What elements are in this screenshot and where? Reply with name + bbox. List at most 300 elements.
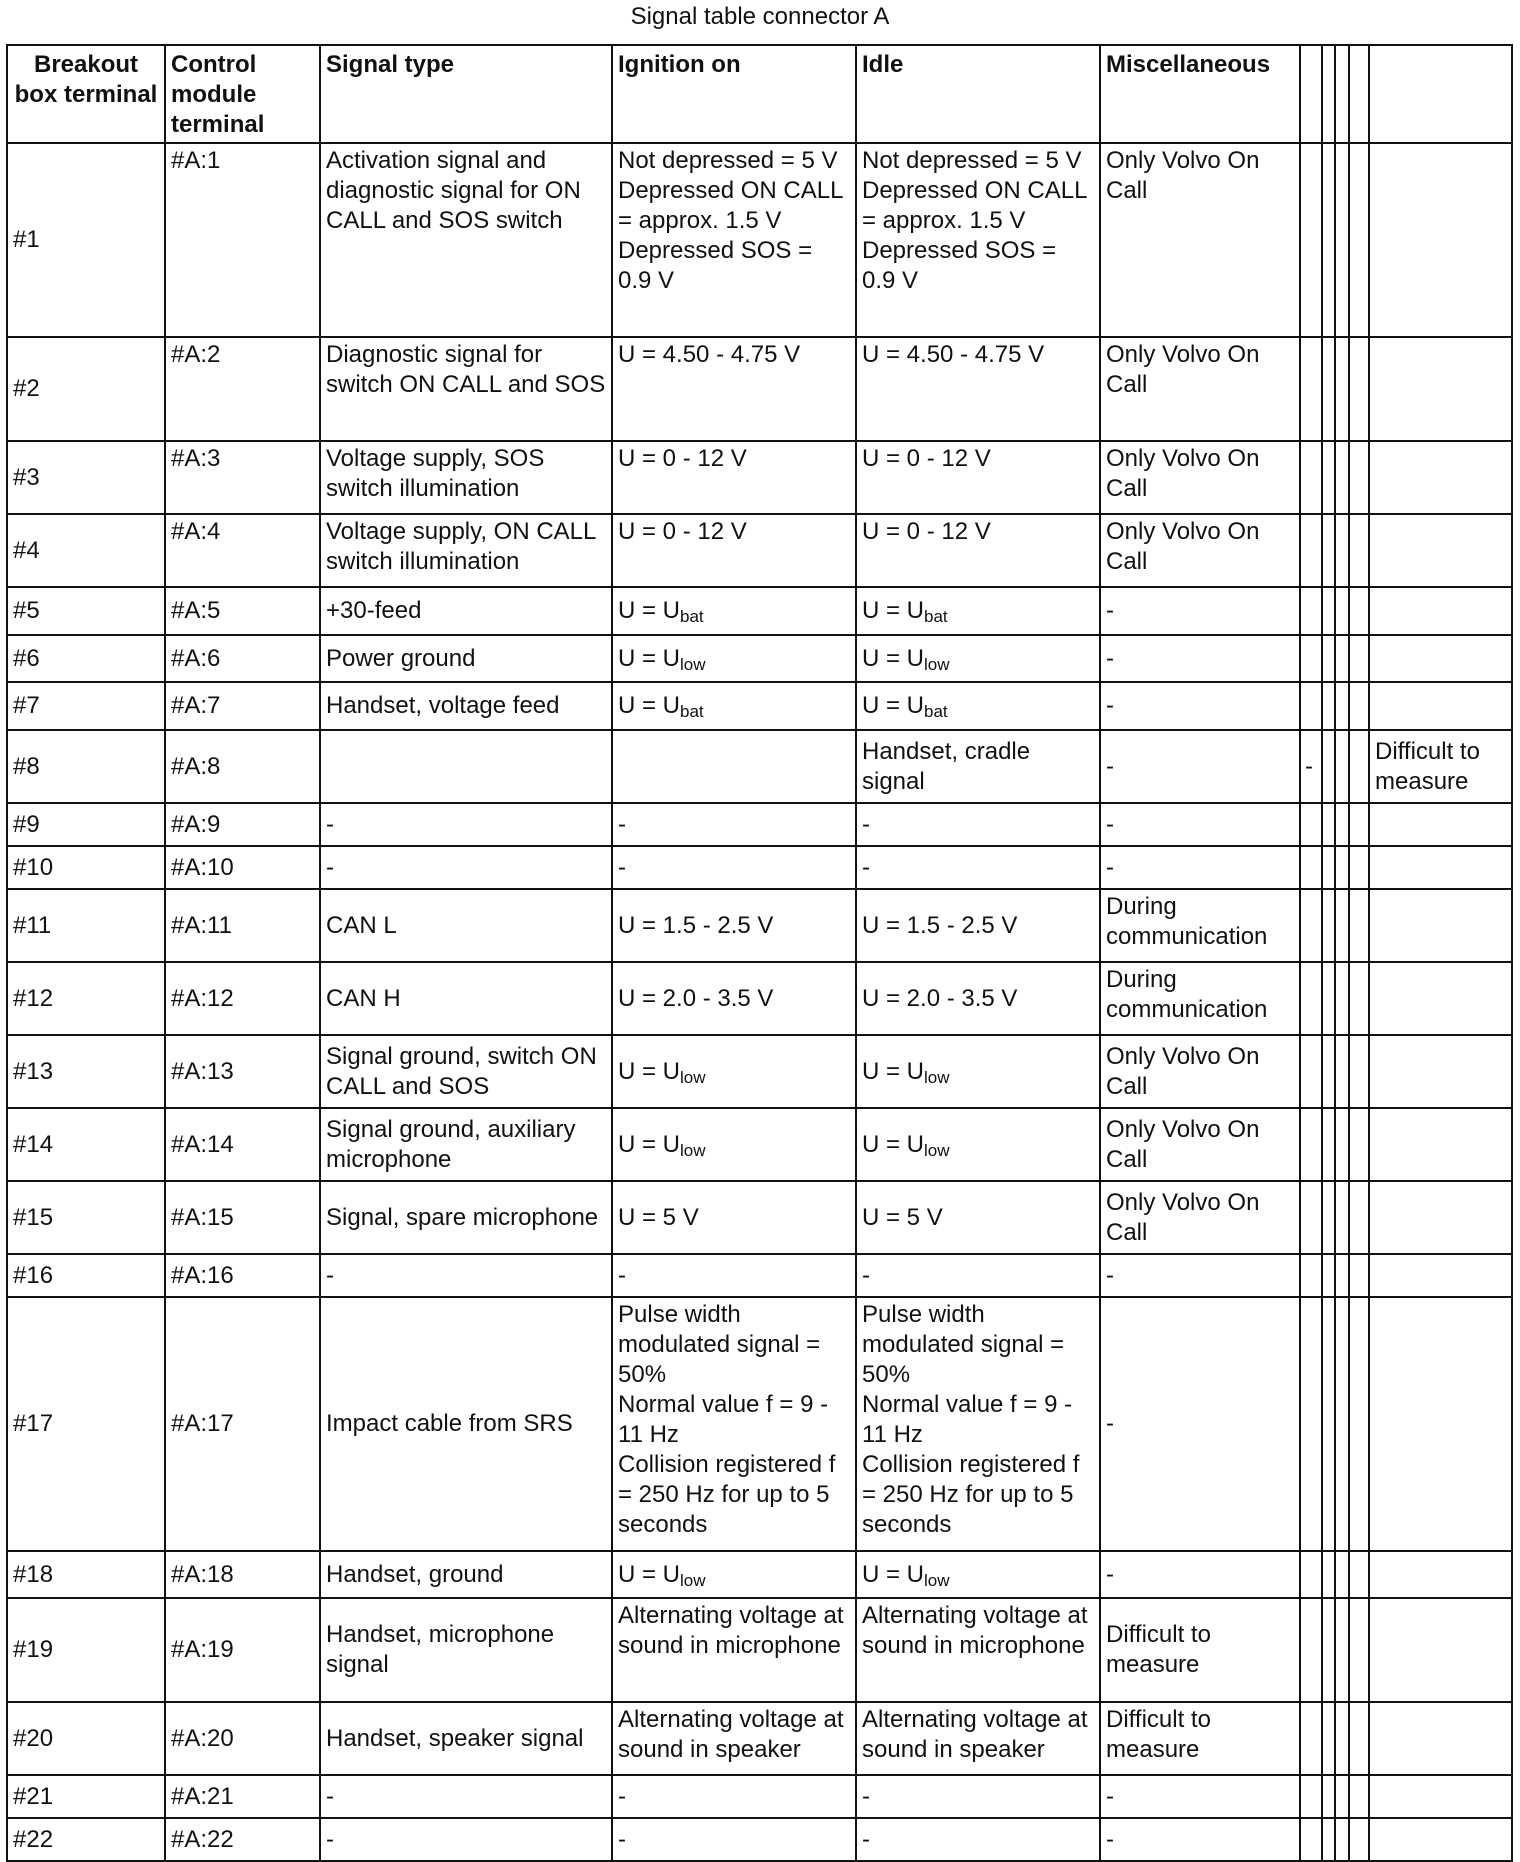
breakout-terminal-cell — [7, 730, 165, 803]
ignition-on-cell — [612, 889, 856, 962]
module-terminal-text: #A:14 — [171, 1130, 234, 1158]
extra-cell-3 — [1335, 1551, 1349, 1598]
idle-text: U = U — [862, 644, 925, 672]
ignition-on-cell — [612, 1775, 856, 1818]
table-row — [7, 441, 1512, 514]
misc-text: - — [1106, 810, 1114, 838]
header-breakout-terminal: Breakout box terminal — [7, 45, 165, 143]
extra-cell-2 — [1322, 1254, 1335, 1297]
extra-cell-3 — [1335, 730, 1349, 803]
extra-cell-3 — [1335, 889, 1349, 962]
extra-cell-1 — [1300, 889, 1322, 962]
ignition-on-cell — [612, 962, 856, 1035]
misc-text: - — [1106, 597, 1114, 624]
module-terminal-cell — [165, 1181, 320, 1254]
misc-text: Only Volvo On Call — [1106, 1188, 1260, 1246]
module-terminal-cell — [165, 682, 320, 730]
misc-text: Only Volvo On Call — [1106, 1115, 1260, 1173]
table-row — [7, 1551, 1512, 1598]
table-row — [7, 730, 1512, 803]
subscript-text: low — [924, 1140, 950, 1160]
signal-type-text: - — [326, 1825, 334, 1853]
signal-type-cell — [320, 1108, 612, 1181]
extra-cell-5 — [1369, 1551, 1512, 1598]
module-terminal-text: #A:8 — [171, 752, 221, 780]
misc-text: Only Volvo On Call — [1106, 147, 1260, 204]
extra-cell-3 — [1335, 682, 1349, 730]
extra-cell-5 — [1369, 889, 1512, 962]
extra-cell-4 — [1349, 1598, 1369, 1702]
module-terminal-text: #A:1 — [171, 147, 221, 174]
extra-cell-3 — [1335, 635, 1349, 682]
signal-type-text: Handset, voltage feed — [326, 692, 560, 719]
extra-cell-4 — [1349, 730, 1369, 803]
table-caption: Signal table connector A — [630, 3, 890, 30]
signal-type-text: CAN L — [326, 911, 397, 939]
extra-cell-1 — [1300, 514, 1322, 587]
extra-cell-2 — [1322, 1551, 1335, 1598]
misc-cell — [1100, 1035, 1300, 1108]
idle-text: U = 1.5 - 2.5 V — [862, 911, 1018, 939]
misc-text: - — [1106, 1825, 1114, 1853]
misc-text: - — [1106, 692, 1114, 719]
breakout-terminal-text: #13 — [13, 1057, 54, 1085]
extra-cell-5 — [1369, 962, 1512, 1035]
extra-cell-5 — [1369, 635, 1512, 682]
signal-type-cell — [320, 889, 612, 962]
extra-cell-4 — [1349, 514, 1369, 587]
extra-cell-2 — [1322, 730, 1335, 803]
signal-type-cell — [320, 1181, 612, 1254]
extra-cell-4 — [1349, 587, 1369, 635]
misc-text: During communication — [1106, 893, 1268, 950]
table-header — [7, 45, 1512, 143]
idle-text: Handset, cradle signal — [862, 737, 1031, 795]
table-row — [7, 803, 1512, 846]
misc-cell — [1100, 1702, 1300, 1775]
signal-type-cell — [320, 1297, 612, 1551]
extra-cell-5 — [1369, 1035, 1512, 1108]
table-row — [7, 1108, 1512, 1181]
extra-cell-2 — [1322, 441, 1335, 514]
idle-text: Alternating voltage at sound in microphone — [862, 1602, 1088, 1659]
idle-cell — [856, 1702, 1100, 1775]
breakout-terminal-cell — [7, 803, 165, 846]
breakout-terminal-text: #14 — [13, 1130, 54, 1158]
breakout-terminal-cell — [7, 846, 165, 889]
idle-text: U = 0 - 12 V — [862, 445, 991, 472]
extra-cell-1 — [1300, 1181, 1322, 1254]
idle-text: U = U — [862, 597, 925, 624]
breakout-terminal-text: #8 — [13, 752, 40, 780]
misc-text: - — [1106, 1782, 1114, 1810]
idle-cell — [856, 1551, 1100, 1598]
breakout-terminal-cell — [7, 1181, 165, 1254]
header-extra-5 — [1369, 45, 1512, 143]
extra-cell-3 — [1335, 1297, 1349, 1551]
ignition-on-cell — [612, 514, 856, 587]
ignition-on-text: - — [618, 1782, 626, 1810]
breakout-terminal-cell — [7, 1254, 165, 1297]
extra-cell-1 — [1300, 587, 1322, 635]
misc-text: - — [1106, 1261, 1114, 1289]
breakout-terminal-text: #4 — [13, 536, 40, 564]
idle-text: - — [862, 1825, 870, 1853]
idle-cell — [856, 1181, 1100, 1254]
breakout-terminal-text: #1 — [13, 226, 40, 253]
extra-cell-2 — [1322, 1818, 1335, 1861]
module-terminal-text: #A:19 — [171, 1636, 234, 1663]
signal-type-text: Handset, speaker signal — [326, 1724, 584, 1752]
misc-cell — [1100, 1181, 1300, 1254]
ignition-on-text: - — [618, 1825, 626, 1853]
breakout-terminal-text: #11 — [13, 911, 52, 939]
breakout-terminal-text: #6 — [13, 644, 40, 672]
ignition-on-text: U = U — [618, 597, 681, 624]
breakout-terminal-text: #5 — [13, 597, 40, 624]
misc-cell — [1100, 635, 1300, 682]
ignition-on-text: Not depressed = 5 V Depressed ON CALL = approx. 1.5 V Depressed SOS = 0.9 V — [618, 147, 843, 294]
extra-cell-5 — [1369, 846, 1512, 889]
signal-type-cell — [320, 635, 612, 682]
signal-type-text: Handset, ground — [326, 1560, 504, 1588]
signal-type-text: CAN H — [326, 984, 401, 1012]
extra-cell-5 — [1369, 1775, 1512, 1818]
signal-type-cell — [320, 730, 612, 803]
signal-type-cell — [320, 682, 612, 730]
extra-cell-1 — [1300, 1702, 1322, 1775]
signal-type-text: Signal ground, auxiliary microphone — [326, 1115, 576, 1173]
ignition-on-cell — [612, 1297, 856, 1551]
table-row — [7, 635, 1512, 682]
breakout-terminal-cell — [7, 1551, 165, 1598]
idle-cell — [856, 682, 1100, 730]
extra-cell-3 — [1335, 514, 1349, 587]
misc-cell — [1100, 441, 1300, 514]
extra-cell-4 — [1349, 1775, 1369, 1818]
signal-type-cell — [320, 441, 612, 514]
signal-type-text: - — [326, 810, 334, 838]
subscript-text: bat — [924, 702, 948, 721]
extra-cell-3 — [1335, 1035, 1349, 1108]
misc-text: - — [1106, 752, 1114, 780]
subscript-text: bat — [924, 607, 948, 626]
misc-text: - — [1106, 1410, 1114, 1437]
extra-cell-4 — [1349, 803, 1369, 846]
signal-type-cell — [320, 962, 612, 1035]
module-terminal-text: #A:6 — [171, 644, 221, 672]
breakout-terminal-cell — [7, 1297, 165, 1551]
table-row — [7, 846, 1512, 889]
breakout-terminal-text: #17 — [13, 1410, 54, 1437]
breakout-terminal-cell — [7, 962, 165, 1035]
extra-cell-3 — [1335, 1702, 1349, 1775]
ignition-on-text: Alternating voltage at sound in microphone — [618, 1602, 844, 1659]
idle-text: - — [862, 853, 870, 881]
table-row — [7, 143, 1512, 337]
extra-cell-4 — [1349, 1551, 1369, 1598]
module-terminal-text: #A:4 — [171, 518, 221, 545]
breakout-terminal-cell — [7, 682, 165, 730]
module-terminal-cell — [165, 846, 320, 889]
signal-type-text: +30-feed — [326, 597, 422, 624]
misc-cell — [1100, 682, 1300, 730]
extra-cell-4 — [1349, 1254, 1369, 1297]
misc-text: Only Volvo On Call — [1106, 518, 1260, 575]
signal-type-cell — [320, 587, 612, 635]
extra-cell-5 — [1369, 682, 1512, 730]
module-terminal-cell — [165, 337, 320, 441]
signal-type-cell — [320, 143, 612, 337]
subscript-text: low — [924, 1570, 950, 1590]
extra-cell-1 — [1300, 1254, 1322, 1297]
breakout-terminal-text: #18 — [13, 1560, 54, 1588]
ignition-on-text: U = U — [618, 692, 681, 719]
ignition-on-text: U = U — [618, 1560, 681, 1588]
signal-type-cell — [320, 1818, 612, 1861]
header-extra-1 — [1300, 45, 1322, 143]
module-terminal-cell — [165, 635, 320, 682]
extra-text-1: - — [1305, 752, 1313, 780]
extra-cell-5 — [1369, 1818, 1512, 1861]
ignition-on-text: - — [618, 853, 626, 881]
extra-cell-1 — [1300, 730, 1322, 803]
extra-cell-5 — [1369, 514, 1512, 587]
module-terminal-cell — [165, 1254, 320, 1297]
idle-text: Not depressed = 5 V Depressed ON CALL = approx. 1.5 V Depressed SOS = 0.9 V — [862, 147, 1087, 294]
ignition-on-cell — [612, 1551, 856, 1598]
module-terminal-cell — [165, 1551, 320, 1598]
misc-text: Only Volvo On Call — [1106, 341, 1260, 398]
table-row — [7, 1702, 1512, 1775]
misc-cell — [1100, 1775, 1300, 1818]
header-extra-4 — [1349, 45, 1369, 143]
signal-type-text: - — [326, 1782, 334, 1810]
idle-cell — [856, 803, 1100, 846]
signal-type-cell — [320, 1551, 612, 1598]
extra-cell-5 — [1369, 1181, 1512, 1254]
signal-type-text: Signal ground, switch ON CALL and SOS — [326, 1042, 597, 1100]
extra-cell-5 — [1369, 587, 1512, 635]
ignition-on-cell — [612, 337, 856, 441]
extra-text-5: Difficult to measure — [1375, 737, 1480, 795]
breakout-terminal-text: #12 — [13, 984, 54, 1012]
module-terminal-text: #A:18 — [171, 1560, 234, 1588]
signal-type-cell — [320, 1598, 612, 1702]
misc-cell — [1100, 1297, 1300, 1551]
ignition-on-cell — [612, 1598, 856, 1702]
extra-cell-5 — [1369, 1254, 1512, 1297]
header-extra-3 — [1335, 45, 1349, 143]
breakout-terminal-text: #7 — [13, 692, 40, 719]
breakout-terminal-cell — [7, 337, 165, 441]
idle-cell — [856, 1775, 1100, 1818]
breakout-terminal-cell — [7, 1818, 165, 1861]
extra-cell-2 — [1322, 962, 1335, 1035]
extra-cell-5 — [1369, 803, 1512, 846]
module-terminal-cell — [165, 1598, 320, 1702]
extra-cell-3 — [1335, 1254, 1349, 1297]
subscript-text: bat — [680, 702, 704, 721]
table-row — [7, 587, 1512, 635]
misc-cell — [1100, 1108, 1300, 1181]
breakout-terminal-cell — [7, 1598, 165, 1702]
misc-cell — [1100, 889, 1300, 962]
extra-cell-4 — [1349, 1181, 1369, 1254]
extra-cell-2 — [1322, 587, 1335, 635]
ignition-on-cell — [612, 587, 856, 635]
extra-cell-3 — [1335, 1181, 1349, 1254]
extra-cell-2 — [1322, 1035, 1335, 1108]
ignition-on-cell — [612, 846, 856, 889]
table-row — [7, 514, 1512, 587]
module-terminal-text: #A:7 — [171, 692, 221, 719]
signal-table — [6, 44, 1513, 1862]
table-body — [7, 143, 1512, 1861]
ignition-on-cell — [612, 1035, 856, 1108]
extra-cell-5 — [1369, 1702, 1512, 1775]
extra-cell-2 — [1322, 846, 1335, 889]
extra-cell-2 — [1322, 1297, 1335, 1551]
ignition-on-text: U = 0 - 12 V — [618, 445, 747, 472]
breakout-terminal-cell — [7, 635, 165, 682]
extra-cell-1 — [1300, 1108, 1322, 1181]
misc-text: Only Volvo On Call — [1106, 1042, 1260, 1100]
header-extra-2 — [1322, 45, 1335, 143]
idle-cell — [856, 1598, 1100, 1702]
ignition-on-cell — [612, 1702, 856, 1775]
breakout-terminal-text: #19 — [13, 1636, 54, 1663]
extra-cell-2 — [1322, 143, 1335, 337]
idle-cell — [856, 730, 1100, 803]
idle-cell — [856, 889, 1100, 962]
ignition-on-text: - — [618, 1261, 626, 1289]
extra-cell-3 — [1335, 846, 1349, 889]
table-row — [7, 682, 1512, 730]
table-row — [7, 889, 1512, 962]
extra-cell-4 — [1349, 889, 1369, 962]
breakout-terminal-text: #15 — [13, 1203, 54, 1231]
idle-cell — [856, 846, 1100, 889]
idle-text: U = U — [862, 1057, 925, 1085]
signal-type-text: Activation signal and diagnostic signal for ON CALL and SOS switch — [326, 147, 581, 234]
extra-cell-3 — [1335, 143, 1349, 337]
extra-cell-3 — [1335, 1818, 1349, 1861]
subscript-text: low — [680, 654, 706, 674]
extra-cell-5 — [1369, 143, 1512, 337]
extra-cell-3 — [1335, 587, 1349, 635]
idle-text: - — [862, 1261, 870, 1289]
extra-cell-4 — [1349, 846, 1369, 889]
ignition-on-text: Pulse width modulated signal = 50% Normal value f = 9 - 11 Hz Collision registered f = 250 Hz for up to 5 seconds — [618, 1301, 836, 1538]
ignition-on-text: Alternating voltage at sound in speaker — [618, 1706, 844, 1763]
extra-cell-2 — [1322, 635, 1335, 682]
idle-text: U = 4.50 - 4.75 V — [862, 341, 1045, 368]
module-terminal-text: #A:2 — [171, 341, 221, 368]
extra-cell-1 — [1300, 1035, 1322, 1108]
signal-type-text: Voltage supply, ON CALL switch illumination — [326, 518, 596, 575]
header-module-terminal: Control module terminal — [165, 45, 320, 143]
subscript-text: low — [924, 654, 950, 674]
misc-cell — [1100, 587, 1300, 635]
module-terminal-text: #A:16 — [171, 1261, 234, 1289]
module-terminal-text: #A:11 — [171, 911, 232, 939]
idle-cell — [856, 1108, 1100, 1181]
module-terminal-cell — [165, 1818, 320, 1861]
idle-text: U = U — [862, 1560, 925, 1588]
signal-type-cell — [320, 1254, 612, 1297]
misc-text: Only Volvo On Call — [1106, 445, 1260, 502]
extra-cell-2 — [1322, 337, 1335, 441]
idle-cell — [856, 1254, 1100, 1297]
header-idle: Idle — [856, 45, 1100, 143]
misc-cell — [1100, 1818, 1300, 1861]
ignition-on-text: U = U — [618, 644, 681, 672]
module-terminal-text: #A:22 — [171, 1825, 234, 1853]
idle-text: - — [862, 1782, 870, 1810]
ignition-on-text: U = 5 V — [618, 1203, 699, 1231]
idle-text: U = 2.0 - 3.5 V — [862, 984, 1018, 1012]
header-row — [7, 45, 1512, 143]
ignition-on-cell — [612, 803, 856, 846]
breakout-terminal-text: #10 — [13, 853, 54, 881]
module-terminal-text: #A:3 — [171, 445, 221, 472]
module-terminal-cell — [165, 143, 320, 337]
misc-cell — [1100, 846, 1300, 889]
misc-text: - — [1106, 1560, 1114, 1588]
misc-text: Difficult to measure — [1106, 1706, 1211, 1763]
breakout-terminal-cell — [7, 441, 165, 514]
extra-cell-5 — [1369, 1297, 1512, 1551]
misc-text: During communication — [1106, 966, 1268, 1023]
breakout-terminal-cell — [7, 889, 165, 962]
idle-text: Alternating voltage at sound in speaker — [862, 1706, 1088, 1763]
idle-cell — [856, 337, 1100, 441]
extra-cell-3 — [1335, 1775, 1349, 1818]
extra-cell-3 — [1335, 441, 1349, 514]
breakout-terminal-cell — [7, 1108, 165, 1181]
misc-text: Difficult to measure — [1106, 1621, 1211, 1678]
signal-type-cell — [320, 337, 612, 441]
subscript-text: low — [924, 1067, 950, 1087]
extra-cell-1 — [1300, 635, 1322, 682]
idle-cell — [856, 962, 1100, 1035]
idle-cell — [856, 635, 1100, 682]
extra-cell-4 — [1349, 441, 1369, 514]
signal-type-text: Signal, spare microphone — [326, 1203, 599, 1231]
extra-cell-1 — [1300, 143, 1322, 337]
breakout-terminal-cell — [7, 1035, 165, 1108]
extra-cell-2 — [1322, 1702, 1335, 1775]
idle-text: U = 0 - 12 V — [862, 518, 991, 545]
breakout-terminal-text: #3 — [13, 463, 40, 491]
extra-cell-3 — [1335, 337, 1349, 441]
ignition-on-cell — [612, 441, 856, 514]
idle-text: Pulse width modulated signal = 50% Normal value f = 9 - 11 Hz Collision registered f = 250 Hz for up to 5 seconds — [862, 1301, 1080, 1538]
subscript-text: bat — [680, 607, 704, 626]
module-terminal-cell — [165, 730, 320, 803]
extra-cell-1 — [1300, 1297, 1322, 1551]
idle-text: U = U — [862, 1130, 925, 1158]
signal-type-cell — [320, 514, 612, 587]
module-terminal-text: #A:12 — [171, 984, 234, 1012]
signal-type-text: - — [326, 1261, 334, 1289]
extra-cell-4 — [1349, 1702, 1369, 1775]
extra-cell-2 — [1322, 514, 1335, 587]
signal-type-cell — [320, 1702, 612, 1775]
module-terminal-cell — [165, 1297, 320, 1551]
ignition-on-cell — [612, 635, 856, 682]
